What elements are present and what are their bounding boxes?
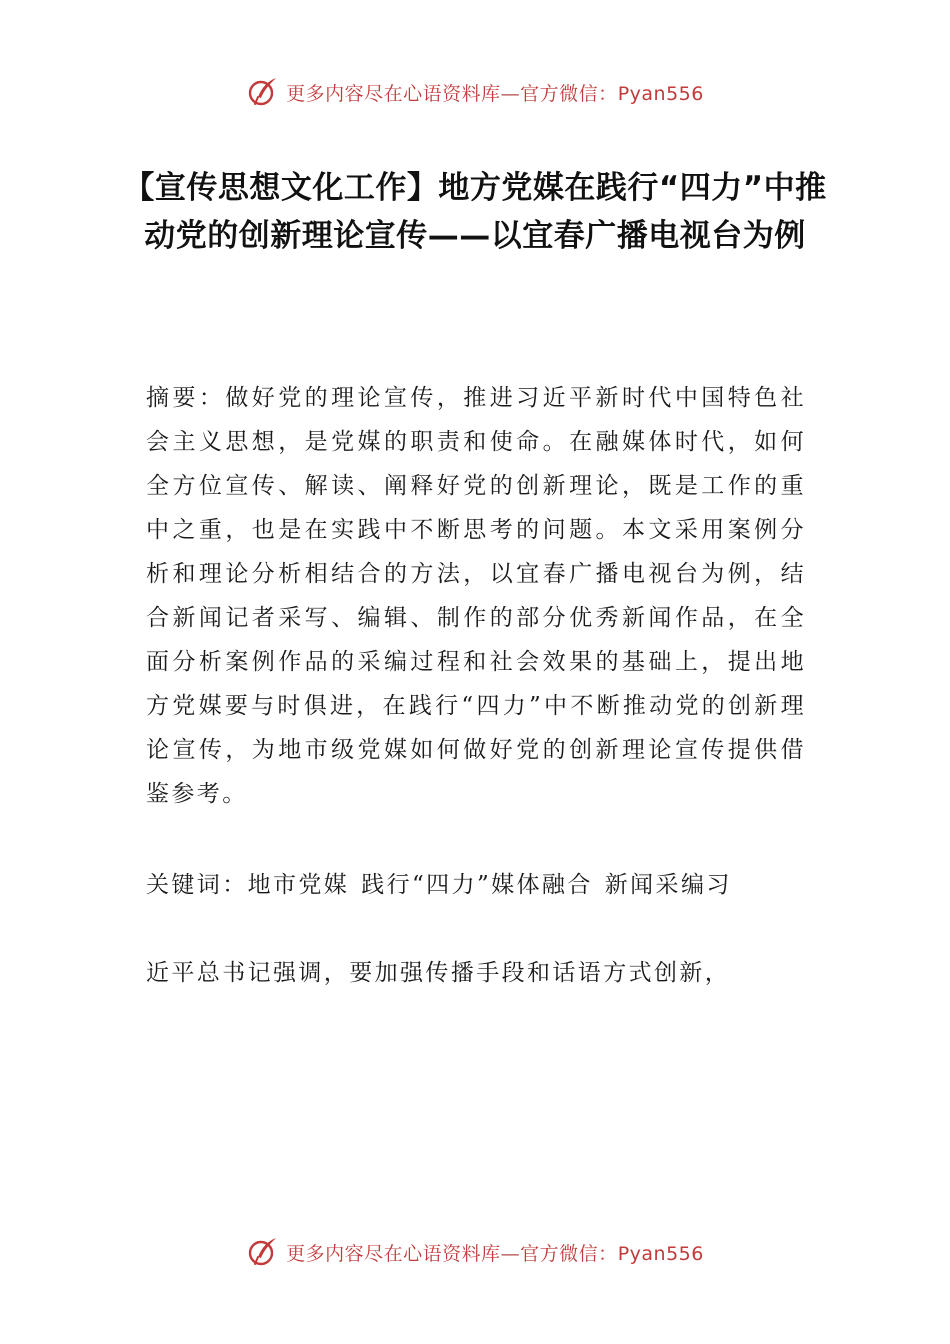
keyword-item: 新闻采编习 — [604, 872, 732, 898]
banner-separator: — — [500, 82, 521, 105]
keyword-item: 践行“四力”媒体融合 — [361, 872, 593, 898]
banner-slogan: 更多内容尽在心语资料库 — [286, 82, 501, 105]
banner-separator: — — [500, 1242, 521, 1265]
body-paragraph: 近平总书记强调，要加强传播手段和话语方式创新， — [146, 960, 731, 986]
abstract-label: 摘要： — [146, 385, 226, 411]
abstract-paragraph — [146, 376, 806, 816]
footer-banner — [0, 1232, 950, 1272]
keywords-label: 关键词： — [146, 872, 248, 898]
banner-text — [286, 79, 704, 106]
quill-logo-icon — [246, 75, 280, 109]
abstract-text: 做好党的理论宣传，推进习近平新时代中国特色社会主义思想，是党媒的职责和使命。在融媒体时代，如何全方位宣传、解读、阐释好党的创新理论，既是工作的重中之重，也是在实践中不断思考的问题。本文采用案例分析和理论分析相结合的方法，以宜春广播电视台为例，结合新闻记者采写、编辑、制作的部分优秀新闻作品，在全面分析案例作品的采编过程和社会效果的基础上，提出地方党媒要与时俱进，在践行“四力”中不断推动党的创新理论宣传，为地市级党媒如何做好党的创新理论宣传提供借鉴参考。 — [146, 385, 806, 807]
banner-text — [286, 1239, 704, 1266]
banner-slogan: 更多内容尽在心语资料库 — [286, 1242, 501, 1265]
quill-logo-icon — [246, 1235, 280, 1269]
banner-wechat-id: Pyan556 — [617, 82, 704, 105]
banner-wechat-label: 官方微信： — [520, 82, 618, 105]
document-title: 【宣传思想文化工作】地方党媒在践行“四力”中推动党的创新理论宣传——以宜春广播电视台为例 — [123, 170, 827, 254]
banner-wechat-id: Pyan556 — [617, 1242, 704, 1265]
keyword-item: 地市党媒 — [247, 872, 350, 898]
banner-wechat-label: 官方微信： — [520, 1242, 618, 1265]
keywords-line — [146, 863, 806, 907]
header-banner — [0, 72, 950, 112]
